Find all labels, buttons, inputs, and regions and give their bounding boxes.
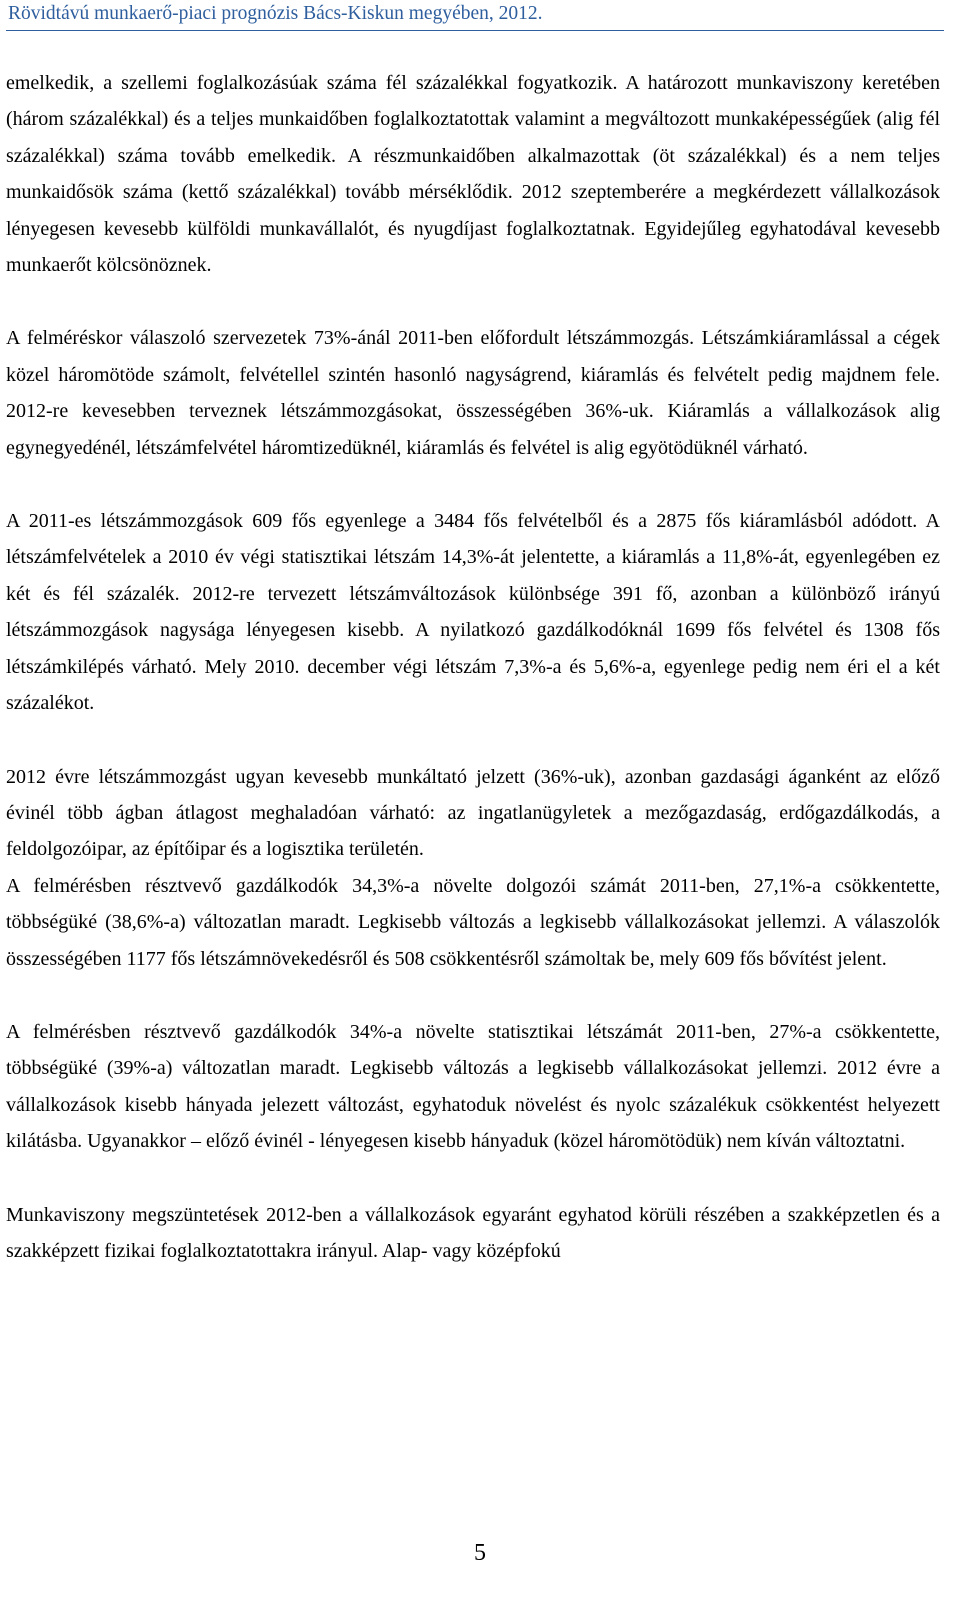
paragraph-2012-sectors: 2012 évre létszámmozgást ugyan kevesebb munkáltató jelzett (36%-uk), azonban gazdasági áganként az előző évinél több ágban átlagost meghaladóan várható: az ingatlanügyletek a mezőgazdaság, erdőgazdálkodás, a feldolgozóipar, az építőipar és a logisztika területén. [6,765,940,861]
header-divider [6,30,944,31]
document-body [6,65,940,1306]
paragraph-employee-count-changes: A felmérésben résztvevő gazdálkodók 34,3%-a növelte dolgozói számát 2011-ben, 27,1%-a csökkentette, többségüké (38,6%-a) változatlan maradt. Legkisebb változás a legkisebb vállalkozásokat jellemzi. A válaszolók összességében 1177 fős létszámnövekedésről és 508 csökkentésről számoltak be, mely 609 fős bővítést jelent. [6,874,940,970]
paragraph-statistical-headcount: A felmérésben résztvevő gazdálkodók 34%-a növelte statisztikai létszámát 2011-ben, 27%-a csökkentette, többségüké (39%-a) változatlan maradt. Legkisebb változás a legkisebb vállalkozásokat jellemzi. 2012 évre a vállalkozások kisebb hányada jelezett változást, egyhatoduk növelést és nyolc százalékuk csökkentést helyezett kilátásba. Ugyanakkor – előző évinél - lényegesen kisebb hányaduk (közel háromötödük) nem kíván változtatni. [6,1020,940,1153]
paragraph-2011-balance: A 2011-es létszámmozgások 609 fős egyenlege a 3484 fős felvételből és a 2875 fős kiáramlásból adódott. A létszámfelvételek a 2010 év végi statisztikai létszám 14,3%-át jelentette, a kiáramlás a 11,8%-át, egyenlegében ez két és fél százalék. 2012-re tervezett létszámváltozások különbsége 391 fő, azonban a különböző irányú létszámmozgások nagysága lényegesen kisebb. A nyilatkozó gazdálkodóknál 1699 fős felvétel és 1308 fős létszámkilépés várható. Mely 2010. december végi létszám 7,3%-a és 5,6%-a, egyenlege pedig nem éri el a két százalékot. [6,510,940,715]
page-number: 5 [474,1540,486,1566]
paragraph-terminations: Munkaviszony megszüntetések 2012-ben a vállalkozások egyaránt egyhatod körüli részében a szakképzetlen és a szakképzett fizikai foglalkoztatottakra irányul. Alap- vagy középfokú [6,1203,940,1262]
running-header: Rövidtávú munkaerő-piaci prognózis Bács-Kiskun megyében, 2012. [8,3,543,24]
paragraph-employment-trends: emelkedik, a szellemi foglalkozásúak száma fél százalékkal fogyatkozik. A határozott munkaviszony keretében (három százalékkal) és a teljes munkaidőben foglalkoztatottak valamint a megváltozott munkaképességűek (alig fél százalékkal) száma tovább emelkedik. A részmunkaidőben alkalmazottak (öt százalékkal) és a nem teljes munkaidősök száma (kettő százalékkal) tovább mérséklődik. 2012 szeptemberére a megkérdezett vállalkozások lényegesen kevesebb külföldi munkavállalót, és nyugdíjast foglalkoztatnak. Egyidejűleg egyhatodával kevesebb munkaerőt kölcsönöznek. [6,72,940,277]
paragraph-headcount-movement: A felméréskor válaszoló szervezetek 73%-ánál 2011-ben előfordult létszámmozgás. Létszámkiáramlással a cégek közel háromötöde számolt, felvétellel szintén hasonló nagyságrend, kiáramlás és felvételt pedig majdnem fele. 2012-re kevesebben terveznek létszámmozgásokat, összességében 36%-uk. Kiáramlás a vállalkozások alig egynegyedénél, létszámfelvétel háromtizedüknél, kiáramlás és felvétel is alig egyötödüknél várható. [6,327,940,459]
